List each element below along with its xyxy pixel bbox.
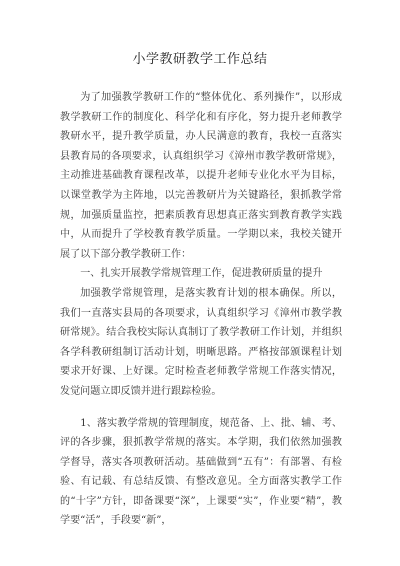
intro-paragraph: 为了加强教学教研工作的“整体优化、系列操作”，以形成教学教研工作的制度化、科学化和有序化，努力提升老师教学教研水平，提升教学质量，办人民满意的教育，我校一直落实县教育局的各项要求，认真组织学习《漳州市教学教研常规》，主动推进基础教育课程改革，以提升老师专业化水平为目标，以课堂教学为主阵地，以完善教研片为关键路径，狠抓教学常规，加强质量监控，把素质教育思想真正落实到教育教学实践中，从而提升了学校教育教学质量。一学期以来，我校关键开展了以下部分教学教研工作： xyxy=(60,92,342,260)
document-body xyxy=(60,88,342,531)
numbered-paragraph: 1、落实教学常规的管理制度，规范备、上、批、辅、考、评的各步骤，狠抓教学常规的落实。本学期，我们依然加强教学督导，落实各项教研活动。基础做到“五有”：有部署、有检验、有记载、有总结反馈、有整改意见。全方面落实教学工作的“十字”方针，即备课要“深”，上课要“实”，作业要“精”，教学要“活”，手段要“新”， xyxy=(60,417,342,527)
section-heading: 一、扎实开展教学常规管理工作，促进教研质量的提升 xyxy=(80,268,323,280)
body-paragraph: 加强教学常规管理，是落实教育计划的根本确保。所以，我们一直落实县局的各项要求，认真组织学习《漳州市教学教研常规》。结合我校实际认真制订了教学教研工作计划，并组织各学科教研组制订活动计划，明晰思路。严格按部颁课程计划要求开好课、上好课。定时检查老师教学常规工作落实情况，发觉问题立即反馈并进行跟踪检验。 xyxy=(60,287,342,397)
page-title: 小学教研教学工作总结 xyxy=(132,52,268,67)
